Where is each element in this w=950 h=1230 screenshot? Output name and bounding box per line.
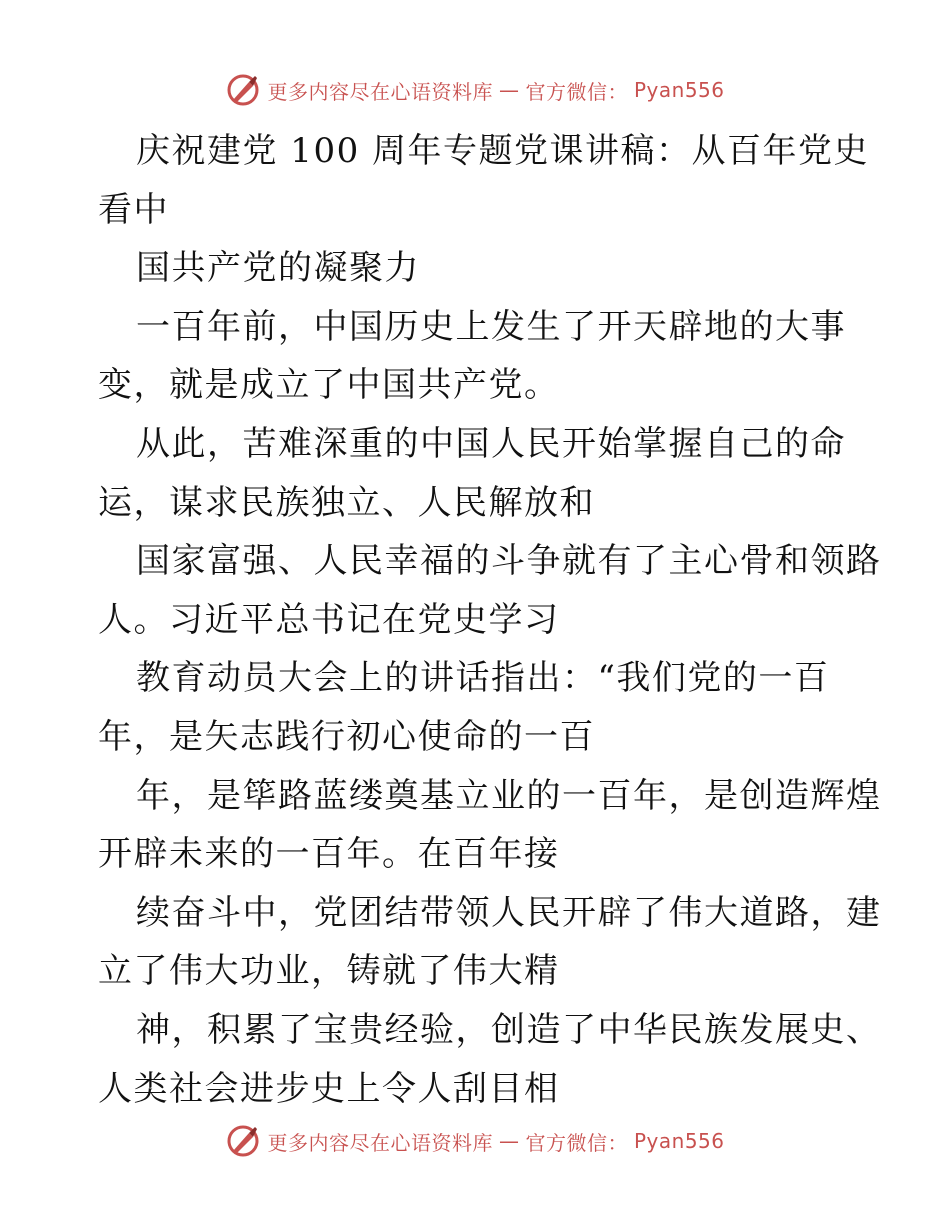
watermark-contact-label: 官方微信： bbox=[525, 79, 628, 104]
watermark-contact-id: Pyan556 bbox=[633, 1129, 725, 1153]
text-line: 年，是筚路蓝缕奠基立业的一百年，是创造辉煌 bbox=[136, 775, 882, 816]
document-body bbox=[98, 122, 882, 1118]
text-line: 神，积累了宝贵经验，创造了中华民族发展史、 bbox=[136, 1009, 882, 1050]
text-line: 庆祝建党 100 周年专题党课讲稿：从百年党史 bbox=[136, 131, 870, 171]
watermark-separator: — bbox=[498, 1129, 520, 1153]
header-watermark bbox=[0, 72, 950, 108]
text-line: 变，就是成立了中国共产党。 bbox=[98, 365, 560, 406]
watermark-brand: 更多内容尽在心语资料库 bbox=[267, 79, 493, 104]
text-line: 一百年前，中国历史上发生了开天辟地的大事 bbox=[136, 306, 846, 347]
text-line: 国共产党的凝聚力 bbox=[136, 248, 420, 289]
footer-watermark bbox=[0, 1123, 950, 1159]
watermark-contact-id: Pyan556 bbox=[633, 78, 725, 102]
quill-circle-icon bbox=[225, 72, 261, 108]
text-line: 看中 bbox=[98, 189, 169, 230]
text-line: 年，是矢志践行初心使命的一百 bbox=[98, 716, 595, 757]
text-line: 人。习近平总书记在党史学习 bbox=[98, 599, 560, 640]
quill-circle-icon bbox=[225, 1123, 261, 1159]
watermark-separator: — bbox=[498, 78, 520, 102]
watermark-contact-label: 官方微信： bbox=[525, 1130, 628, 1155]
text-line: 国家富强、人民幸福的斗争就有了主心骨和领路 bbox=[136, 541, 882, 582]
text-line: 人类社会进步史上令人刮目相 bbox=[98, 1068, 560, 1109]
watermark-brand: 更多内容尽在心语资料库 bbox=[267, 1130, 493, 1155]
text-line: 运，谋求民族独立、人民解放和 bbox=[98, 482, 595, 523]
text-line: 从此，苦难深重的中国人民开始掌握自己的命 bbox=[136, 423, 846, 464]
text-line: 续奋斗中，党团结带领人民开辟了伟大道路，建 bbox=[136, 892, 882, 933]
text-line: 立了伟大功业，铸就了伟大精 bbox=[98, 951, 560, 992]
text-line: 开辟未来的一百年。在百年接 bbox=[98, 834, 560, 875]
text-line: 教育动员大会上的讲话指出：“我们党的一百 bbox=[136, 658, 830, 699]
